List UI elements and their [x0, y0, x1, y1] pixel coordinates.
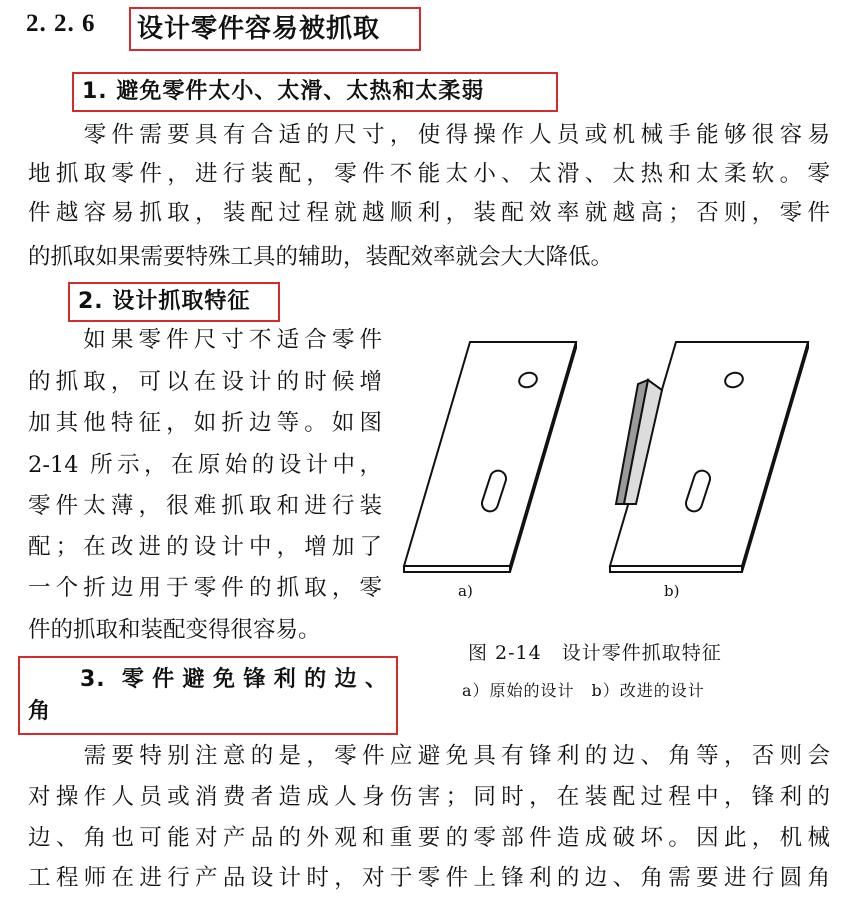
- subsection-2-heading: 2. 设计抓取特征: [68, 282, 280, 322]
- paragraph-2-line: 的抓取，可以在设计的时候增: [28, 369, 382, 395]
- paragraph-3-line: 需要特别注意的是，零件应避免具有锋利的边、角等，否则会: [28, 743, 830, 769]
- paragraph-1-line: 零件需要具有合适的尺寸，使得操作人员或机械手能够很容易: [28, 122, 830, 148]
- figure-caption: 图 2-14 设计零件抓取特征: [468, 642, 722, 664]
- paragraph-1-line: 地抓取零件，进行装配，零件不能太小、太滑、太热和太柔软。零: [28, 161, 830, 187]
- figure-2-14-illustration: [400, 338, 820, 618]
- paragraph-2-line: 2-14 所示，在原始的设计中，: [28, 452, 382, 478]
- paragraph-3-line: 边、角也可能对产品的外观和重要的零部件造成破坏。因此，机械: [28, 825, 830, 851]
- paragraph-2-line: 零件太薄，很难抓取和进行装: [28, 493, 382, 519]
- subsection-3-heading-line2: 角: [28, 699, 52, 724]
- plate-original: [404, 342, 576, 572]
- figure-label-b: b): [664, 582, 680, 600]
- subsection-3-heading: [18, 656, 398, 735]
- paragraph-2-line: 配；在改进的设计中，增加了: [28, 534, 382, 560]
- paragraph-2-line: 一个折边用于零件的抓取，零: [28, 575, 382, 601]
- paragraph-1-line: 的抓取如果需要特殊工具的辅助，装配效率就会大大降低。: [28, 244, 614, 270]
- subsection-1-heading: 1. 避免零件太小、太滑、太热和太柔弱: [72, 72, 558, 112]
- paragraph-2-line: 件的抓取和装配变得很容易。: [28, 617, 321, 643]
- paragraph-1-line: 件越容易抓取，装配过程就越顺利，装配效率就越高；否则，零件: [28, 200, 830, 226]
- paragraph-3-line: 对操作人员或消费者造成人身伤害；同时，在装配过程中，锋利的: [28, 784, 830, 810]
- paragraph-3-line: 工程师在进行产品设计时，对于零件上锋利的边、角需要进行圆角: [28, 865, 830, 891]
- subsection-3-heading-line1: 3. 零件避免锋利的边、: [80, 667, 388, 692]
- figure-subcaption: a）原始的设计 b）改进的设计: [462, 681, 705, 700]
- paragraph-2-line: 如果零件尺寸不适合零件: [28, 327, 382, 353]
- figure-label-a: a): [458, 582, 473, 600]
- section-number: 2. 2. 6: [26, 10, 96, 37]
- section-title: 设计零件容易被抓取: [129, 7, 421, 51]
- paragraph-2-line: 加其他特征，如折边等。如图: [28, 410, 382, 436]
